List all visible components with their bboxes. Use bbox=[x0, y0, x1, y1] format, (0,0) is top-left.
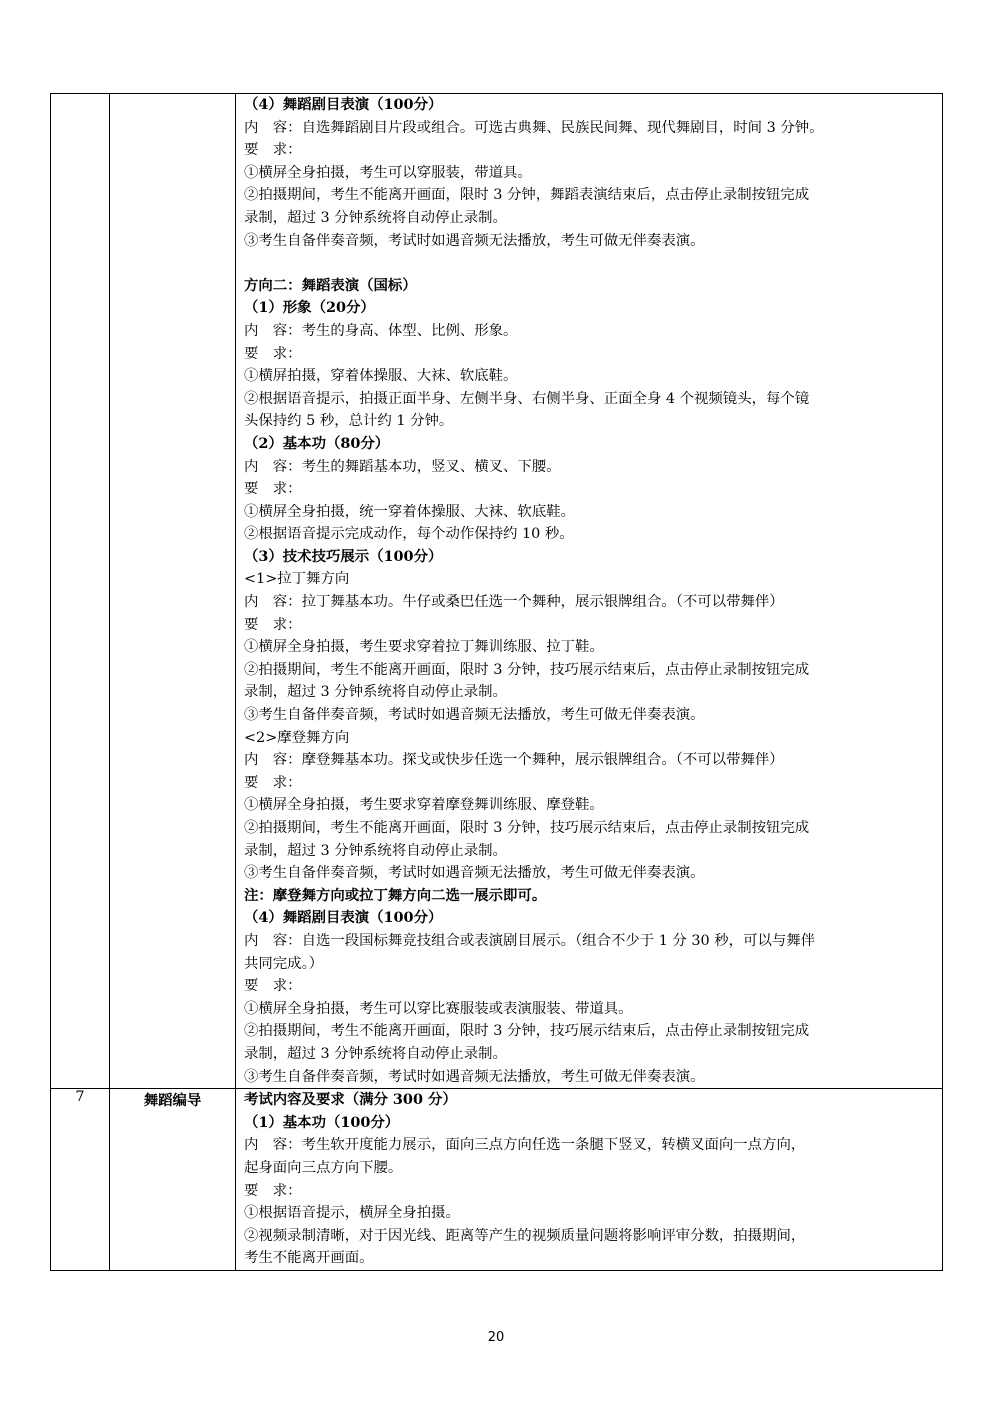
text-line: ①横屏全身拍摄，考生要求穿着摩登舞训练服、摩登鞋。 bbox=[244, 797, 604, 814]
text-line: 录制，超过 3 分钟系统将自动停止录制。 bbox=[244, 684, 507, 701]
text-line: 要 求： bbox=[244, 1182, 302, 1199]
requirements-text bbox=[236, 1089, 942, 1270]
text-line: ②拍摄期间，考生不能离开画面，限时 3 分钟，舞蹈表演结束后，点击停止录制按钮完成 bbox=[244, 187, 810, 204]
requirements-cell bbox=[236, 94, 943, 1089]
text-line: ②根据语音提示，拍摄正面半身、左侧半身、右侧半身、正面全身 4 个视频镜头，每个镜 bbox=[244, 390, 810, 407]
text-line: 内 容：考生的舞蹈基本功，竖叉、横叉、下腰。 bbox=[244, 458, 561, 475]
text-line: 共同完成。） bbox=[244, 955, 324, 972]
text-line: 要 求： bbox=[244, 481, 302, 498]
exam-requirements-table bbox=[50, 93, 943, 1271]
text-line bbox=[244, 252, 938, 275]
text-line: 要 求： bbox=[244, 616, 302, 633]
section-heading: （3）技术技巧展示（100分） bbox=[244, 547, 443, 565]
requirements-cell bbox=[236, 1089, 943, 1271]
text-line: 内 容：自选舞蹈剧目片段或组合。可选古典舞、民族民间舞、现代舞剧目，时间 3 分钟。 bbox=[244, 119, 824, 136]
page-number: 20 bbox=[487, 1330, 505, 1345]
row-number-cell bbox=[51, 94, 110, 1089]
section-heading: 考试内容及要求（满分 300 分） bbox=[244, 1091, 457, 1109]
major-name-cell: 舞蹈编导 bbox=[110, 1089, 236, 1271]
text-line: 内 容：拉丁舞基本功。牛仔或桑巴任选一个舞种，展示银牌组合。（不可以带舞伴） bbox=[244, 594, 784, 611]
row-number-cell: 7 bbox=[51, 1089, 110, 1271]
table-row bbox=[51, 94, 943, 1089]
text-line: 内 容：考生软开度能力展示，面向三点方向任选一条腿下竖叉，转横叉面向一点方向， bbox=[244, 1137, 806, 1154]
text-line: ①横屏全身拍摄，考生可以穿比赛服装或表演服装、带道具。 bbox=[244, 1000, 633, 1017]
text-line: ③考生自备伴奏音频，考试时如遇音频无法播放，考生可做无伴奏表演。 bbox=[244, 232, 705, 249]
text-line: 内 容：自选一段国标舞竞技组合或表演剧目展示。（组合不少于 1 分 30 秒，可以与舞伴 bbox=[244, 932, 816, 949]
text-line: 要 求： bbox=[244, 978, 302, 995]
requirements-text bbox=[236, 94, 942, 1088]
text-line: ②拍摄期间，考生不能离开画面，限时 3 分钟，技巧展示结束后，点击停止录制按钮完成 bbox=[244, 661, 810, 678]
text-line: ②视频录制清晰，对于因光线、距离等产生的视频质量问题将影响评审分数，拍摄期间， bbox=[244, 1227, 806, 1244]
text-line: ①横屏全身拍摄，考生要求穿着拉丁舞训练服、拉丁鞋。 bbox=[244, 639, 604, 656]
text-line: ①根据语音提示，横屏全身拍摄。 bbox=[244, 1205, 460, 1222]
text-line: 录制，超过 3 分钟系统将自动停止录制。 bbox=[244, 209, 507, 226]
text-line: 考生不能离开画面。 bbox=[244, 1250, 374, 1267]
text-line: ③考生自备伴奏音频，考试时如遇音频无法播放，考生可做无伴奏表演。 bbox=[244, 1068, 705, 1085]
text-line: <1>拉丁舞方向 bbox=[244, 571, 350, 588]
section-heading: （2）基本功（80分） bbox=[244, 434, 390, 452]
section-heading: （4）舞蹈剧目表演（100分） bbox=[244, 909, 443, 927]
text-line: ③考生自备伴奏音频，考试时如遇音频无法播放，考生可做无伴奏表演。 bbox=[244, 865, 705, 882]
text-line: <2>摩登舞方向 bbox=[244, 729, 350, 746]
text-line: ②拍摄期间，考生不能离开画面，限时 3 分钟，技巧展示结束后，点击停止录制按钮完成 bbox=[244, 820, 810, 836]
text-line: ②拍摄期间，考生不能离开画面，限时 3 分钟，技巧展示结束后，点击停止录制按钮完成 bbox=[244, 1023, 810, 1040]
section-heading: 方向二：舞蹈表演（国标） bbox=[244, 276, 417, 294]
text-line: 要 求： bbox=[244, 345, 302, 362]
text-line: 录制，超过 3 分钟系统将自动停止录制。 bbox=[244, 842, 507, 859]
text-line: ②根据语音提示完成动作，每个动作保持约 10 秒。 bbox=[244, 526, 574, 543]
section-heading: （1）基本功（100分） bbox=[244, 1113, 400, 1131]
text-line: ①横屏拍摄，穿着体操服、大袜、软底鞋。 bbox=[244, 368, 518, 385]
text-line: ③考生自备伴奏音频，考试时如遇音频无法播放，考生可做无伴奏表演。 bbox=[244, 707, 705, 724]
text-line: ①横屏全身拍摄，统一穿着体操服、大袜、软底鞋。 bbox=[244, 503, 575, 520]
text-line: 起身面向三点方向下腰。 bbox=[244, 1159, 403, 1176]
section-heading: 注：摩登舞方向或拉丁舞方向二选一展示即可。 bbox=[244, 886, 547, 904]
section-heading: （4）舞蹈剧目表演（100分） bbox=[244, 96, 443, 113]
text-line: 要 求： bbox=[244, 142, 302, 159]
table-row bbox=[51, 1089, 943, 1271]
text-line: 内 容：考生的身高、体型、比例、形象。 bbox=[244, 322, 518, 339]
text-line: 内 容：摩登舞基本功。探戈或快步任选一个舞种，展示银牌组合。（不可以带舞伴） bbox=[244, 752, 784, 769]
text-line: 录制，超过 3 分钟系统将自动停止录制。 bbox=[244, 1045, 507, 1062]
text-line: 头保持约 5 秒，总计约 1 分钟。 bbox=[244, 413, 454, 430]
major-name-cell bbox=[110, 94, 236, 1089]
text-line: ①横屏全身拍摄，考生可以穿服装，带道具。 bbox=[244, 164, 532, 181]
text-line: 要 求： bbox=[244, 774, 302, 791]
section-heading: （1）形象（20分） bbox=[244, 299, 375, 317]
